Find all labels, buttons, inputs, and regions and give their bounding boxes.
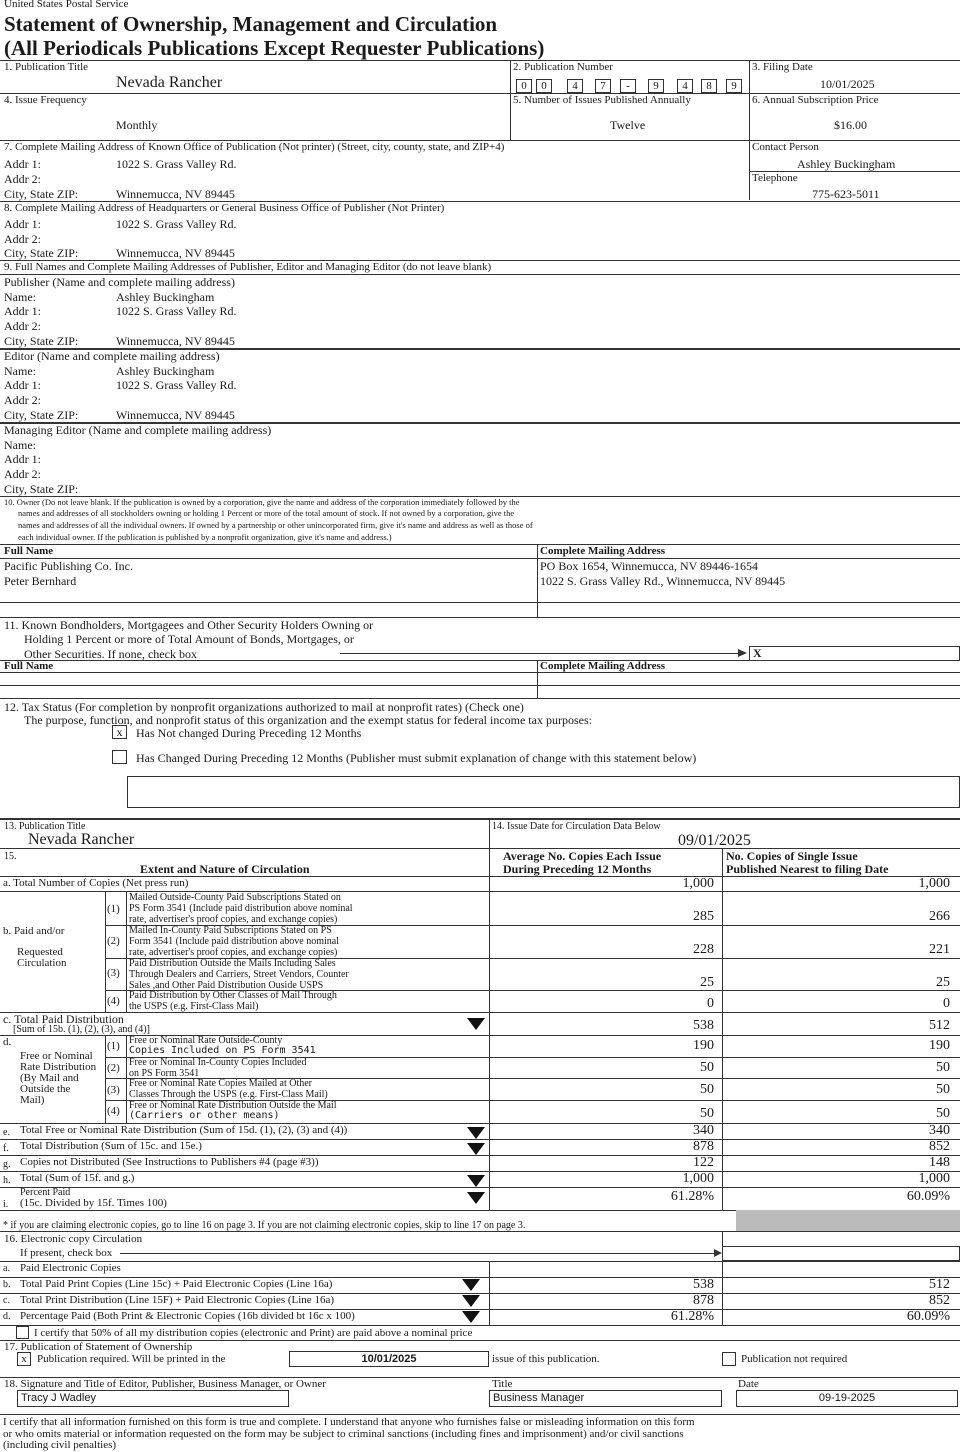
city-label: City, State ZIP: xyxy=(4,246,79,260)
city-label: City, State ZIP: xyxy=(4,482,79,496)
line-15f-single: 852 xyxy=(929,1139,950,1154)
line-15d1-text: Copies Included on PS Form 3541 xyxy=(129,1045,316,1056)
line-15h-letter: h. xyxy=(3,1175,11,1186)
no-bondholders-checkbox[interactable]: X xyxy=(749,646,960,661)
field-10-text: names and addresses of all the individual owners. If owned by a partnership or other unincorporated firm, give it's name and address as well as those of xyxy=(18,520,533,530)
pub-number-digit: - xyxy=(620,79,636,93)
publication-required-checkbox[interactable]: x xyxy=(17,1352,31,1366)
line-num: (2) xyxy=(107,935,120,947)
line-15b2-text: Form 3541 (Include paid distribution above nominal xyxy=(129,936,339,947)
line-num: (1) xyxy=(107,1040,120,1052)
addr2-label: Addr 2: xyxy=(4,319,41,333)
issue-date: 09/01/2025 xyxy=(678,832,751,849)
line-15e-single: 340 xyxy=(929,1123,950,1138)
owner-name: Peter Bernhard xyxy=(4,574,77,588)
certification-text: or who omits material or information requested on the form may be subject to criminal sanctions (including fines and imprisonment) and/or civil sanctions xyxy=(3,1428,684,1440)
line-15d-label: Free or Nominal xyxy=(20,1050,93,1062)
pub-number-digit: 4 xyxy=(567,79,583,93)
line-15d4-text: (Carriers or other means) xyxy=(129,1110,280,1121)
owner-name: Pacific Publishing Co. Inc. xyxy=(4,559,133,573)
office-city: Winnemucca, NV 89445 xyxy=(116,187,235,201)
owner-name-header: Full Name xyxy=(4,545,54,557)
line-16d-label: Percentage Paid (Both Print & Electronic Copies (16b divided bt 16c x 100) xyxy=(20,1310,355,1322)
issues-per-year: Twelve xyxy=(610,118,646,132)
pub-number-digit: 9 xyxy=(648,79,664,93)
publisher-name: Ashley Buckingham xyxy=(116,290,215,304)
field-12-label: 12. Tax Status (For completion by nonprofit organizations authorized to mail at nonprofit rates) (Check one) xyxy=(4,700,524,714)
circulation-heading: Extent and Nature of Circulation xyxy=(140,862,310,876)
editor-city: Winnemucca, NV 89445 xyxy=(116,408,235,422)
form-subtitle: (All Periodicals Publications Except Requester Publications) xyxy=(4,36,545,60)
line-15d2-text: on PS Form 3541 xyxy=(129,1068,200,1079)
line-15b4-single: 0 xyxy=(943,996,950,1011)
publisher-addr1: 1022 S. Grass Valley Rd. xyxy=(116,304,237,318)
form-title: Statement of Ownership, Management and Circulation xyxy=(4,12,498,36)
pub-number-digit: 0 xyxy=(536,79,552,93)
owner-address: PO Box 1654, Winnemucca, NV 89446-1654 xyxy=(540,559,759,573)
line-15e-letter: e. xyxy=(3,1127,10,1138)
line-16d-letter: d. xyxy=(3,1311,11,1322)
line-16d-single: 60.09% xyxy=(906,1309,950,1324)
line-num: (3) xyxy=(107,967,120,979)
line-15g-letter: g. xyxy=(3,1159,11,1170)
city-label: City, State ZIP: xyxy=(4,187,79,201)
publisher-city: Winnemucca, NV 89445 xyxy=(116,334,235,348)
line-15d2-single: 50 xyxy=(936,1060,950,1075)
single-column-header: Published Nearest to filing Date xyxy=(726,862,889,876)
field-11-label: 11. Known Bondholders, Mortgagees and Other Security Holders Owning or xyxy=(4,618,374,632)
arrow-down-icon xyxy=(467,1192,485,1204)
line-15b4-avg: 0 xyxy=(707,996,714,1011)
publication-not-required-checkbox[interactable] xyxy=(722,1352,736,1366)
arrow-down-icon xyxy=(467,1018,485,1030)
editor-label: Editor (Name and complete mailing address) xyxy=(4,349,220,363)
line-15g-avg: 122 xyxy=(693,1155,714,1170)
line-16b-label: Total Paid Print Copies (Line 15c) + Paid Electronic Copies (Line 16a) xyxy=(20,1278,333,1290)
line-15d4-avg: 50 xyxy=(700,1106,714,1121)
arrow-down-icon xyxy=(467,1175,485,1187)
line-15b3-single: 25 xyxy=(936,975,950,990)
hq-city: Winnemucca, NV 89445 xyxy=(116,246,235,260)
line-15i-letter: i. xyxy=(3,1199,9,1210)
line-15c-sum: [Sum of 15b. (1), (2), (3), and (4)] xyxy=(13,1024,150,1035)
arrow-down-icon xyxy=(467,1127,485,1139)
line-15d-label: Rate Distribution xyxy=(20,1061,97,1073)
line-15d1-single: 190 xyxy=(929,1038,950,1053)
line-15b2-text: rate, advertiser's proof copies, and exchange copies) xyxy=(129,947,338,958)
field-8-label: 8. Complete Mailing Address of Headquarters or General Business Office of Publisher (Not Printer) xyxy=(4,202,445,214)
line-15b2-single: 221 xyxy=(929,942,950,957)
addr2-label: Addr 2: xyxy=(4,393,41,407)
field-1-label: 1. Publication Title xyxy=(4,61,89,73)
line-16a-letter: a. xyxy=(3,1263,10,1274)
name-label: Name: xyxy=(4,438,36,452)
line-15b-label: Circulation xyxy=(17,957,67,969)
electronic-copies-note: * if you are claiming electronic copies, go to line 16 on page 3. If you are not claiming electronic copies, skip to line 17 on page 3. xyxy=(3,1220,526,1231)
line-16d-avg: 61.28% xyxy=(670,1309,714,1324)
telephone-label: Telephone xyxy=(752,172,798,184)
line-15b2-avg: 228 xyxy=(693,942,714,957)
addr1-label: Addr 1: xyxy=(4,378,41,392)
line-15b1-text: rate, advertiser's proof copies, and exchange copies) xyxy=(129,914,338,925)
line-15f-avg: 878 xyxy=(693,1139,714,1154)
line-num: (3) xyxy=(107,1084,120,1096)
line-num: (4) xyxy=(107,995,120,1007)
line-16c-avg: 878 xyxy=(693,1293,714,1308)
editor-name: Ashley Buckingham xyxy=(116,364,215,378)
line-15i-single: 60.09% xyxy=(906,1189,950,1204)
line-15c-label: c. Total Paid Distribution xyxy=(3,1012,124,1026)
pub-number-digit: 0 xyxy=(516,79,532,93)
tax-status-changed-checkbox[interactable] xyxy=(112,750,127,764)
pub-number-digit: 9 xyxy=(726,79,742,93)
publication-title: Nevada Rancher xyxy=(116,74,223,91)
field-15-label: 15. xyxy=(4,851,17,862)
field-10-text: names and addresses of all stockholders owning or holding 1 Percent or more of the total amount of stock. If not owned by a corporation, give the xyxy=(18,508,515,518)
line-num: (4) xyxy=(107,1105,120,1117)
line-16c-label: Total Print Distribution (Line 15F) + Paid Electronic Copies (Line 16a) xyxy=(20,1294,334,1306)
line-16a-label: Paid Electronic Copies xyxy=(20,1262,121,1274)
line-15d4-single: 50 xyxy=(936,1106,950,1121)
field-4-label: 4. Issue Frequency xyxy=(4,94,87,106)
line-15d3-avg: 50 xyxy=(700,1082,714,1097)
arrow-down-icon xyxy=(462,1311,480,1323)
line-15f-label: Total Distribution (Sum of 15c. and 15e.) xyxy=(20,1140,202,1152)
signature-date[interactable]: 09-19-2025 xyxy=(736,1390,958,1407)
line-15b3-text: Sales ,and Other Paid Distribution Ouside USPS xyxy=(129,980,324,991)
line-15d4-text: Free or Nominal Rate Distribution Outside the Mail xyxy=(129,1100,337,1111)
owner-addr-header: Complete Mailing Address xyxy=(540,545,666,557)
city-label: City, State ZIP: xyxy=(4,408,79,422)
line-15g-single: 148 xyxy=(929,1155,950,1170)
field-9-label: 9. Full Names and Complete Mailing Addresses of Publisher, Editor and Managing Editor (do not leave blank) xyxy=(4,261,492,273)
line-15d1-avg: 190 xyxy=(693,1038,714,1053)
tax-status-unchanged-label: Has Not changed During Preceding 12 Months xyxy=(136,726,362,740)
agency-name: United States Postal Service xyxy=(4,0,129,10)
circulation-publication-title: Nevada Rancher xyxy=(28,831,135,848)
line-15d2-avg: 50 xyxy=(700,1060,714,1075)
line-15c-single: 512 xyxy=(929,1018,950,1033)
issue-of-publication-label: issue of this publication. xyxy=(492,1353,600,1365)
line-16c-single: 852 xyxy=(929,1293,950,1308)
field-12-text: The purpose, function, and nonprofit status of this organization and the exempt status for federal income tax purposes: xyxy=(24,713,592,727)
field-10-label: 10. Owner (Do not leave blank. If the publication is owned by a corporation, give the name and address of the corporation immediately followed by the xyxy=(4,497,520,507)
pub-number-digit: 7 xyxy=(595,79,611,93)
line-15b1-single: 266 xyxy=(929,909,950,924)
electronic-checkbox[interactable] xyxy=(722,1246,960,1261)
line-15d3-text: Free or Nominal Rate Copies Mailed at Other xyxy=(129,1078,313,1089)
managing-editor-label: Managing Editor (Name and complete mailing address) xyxy=(4,423,272,437)
line-15e-avg: 340 xyxy=(693,1123,714,1138)
field-5-label: 5. Number of Issues Published Annually xyxy=(513,94,691,106)
line-15a-label: a. Total Number of Copies (Net press run) xyxy=(3,877,189,889)
contact-person: Ashley Buckingham xyxy=(797,157,896,171)
line-num: (2) xyxy=(107,1062,120,1074)
field-14-label: 14. Issue Date for Circulation Data Below xyxy=(492,821,661,832)
addr1-label: Addr 1: xyxy=(4,157,41,171)
certification-text: I certify that all information furnished on this form is true and complete. I understand that anyone who furnishes false or misleading information on this form xyxy=(3,1416,695,1428)
line-15h-avg: 1,000 xyxy=(682,1171,714,1186)
avg-column-header: Average No. Copies Each Issue xyxy=(503,849,662,863)
line-15b-label: Requested xyxy=(17,946,63,958)
single-column-header: No. Copies of Single Issue xyxy=(726,849,858,863)
arrow-down-icon xyxy=(462,1295,480,1307)
line-15b2-text: Mailed In-County Paid Subscriptions Stated on PS xyxy=(129,925,332,936)
addr2-label: Addr 2: xyxy=(4,232,41,246)
line-15b3-avg: 25 xyxy=(700,975,714,990)
arrow-right-icon xyxy=(738,649,747,657)
line-15b1-avg: 285 xyxy=(693,909,714,924)
electronic-present-label: If present, check box xyxy=(20,1247,113,1259)
line-16c-letter: c. xyxy=(3,1295,10,1306)
certification-text: (including civil penalties) xyxy=(3,1439,117,1451)
line-16b-letter: b. xyxy=(3,1279,11,1290)
line-15f-letter: f. xyxy=(3,1143,9,1154)
arrow-line xyxy=(120,1253,717,1254)
line-15b4-text: the USPS (e.g. First-Class Mail) xyxy=(129,1001,259,1012)
tax-status-unchanged-checkbox[interactable]: x xyxy=(112,725,127,739)
field-16-label: 16. Electronic copy Circulation xyxy=(4,1233,143,1245)
pub-number-digit: 8 xyxy=(701,79,717,93)
field-2-label: 2. Publication Number xyxy=(513,61,613,73)
line-15b4-text: Paid Distribution by Other Classes of Mail Through xyxy=(129,990,337,1001)
explanation-box[interactable] xyxy=(127,776,960,808)
office-addr1: 1022 S. Grass Valley Rd. xyxy=(116,157,237,171)
line-15b3-text: Through Dealers and Carriers, Street Vendors, Counter xyxy=(129,969,349,980)
contact-label: Contact Person xyxy=(752,141,819,153)
filing-date: 10/01/2025 xyxy=(820,77,875,91)
line-15g-label: Copies not Distributed (See Instructions to Publishers #4 (page #3)) xyxy=(20,1156,319,1168)
arrow-line xyxy=(340,653,740,654)
field-17-label: 17. Publication of Statement of Ownership xyxy=(4,1341,193,1353)
title-label: Title xyxy=(492,1378,513,1390)
field-13-label: 13. Publication Title xyxy=(4,821,86,832)
line-15d-label: Mail) xyxy=(20,1094,45,1106)
line-15i-label: (15c. Divided by 15f. Times 100) xyxy=(20,1197,167,1209)
certify-checkbox[interactable] xyxy=(16,1326,29,1339)
line-15b3-text: Paid Distribution Outside the Mails Including Sales xyxy=(129,958,336,969)
signer-title[interactable]: Business Manager xyxy=(489,1390,722,1407)
line-15d-label: Outside the xyxy=(20,1083,71,1095)
line-15i-avg: 61.28% xyxy=(670,1189,714,1204)
subscription-price: $16.00 xyxy=(834,118,867,132)
line-15d1-text: Free or Nominal Rate Outside-County xyxy=(129,1035,283,1046)
field-11-text: Other Securities. If none, check box xyxy=(24,647,197,661)
arrow-right-icon xyxy=(714,1249,722,1257)
line-15d-label: (By Mail and xyxy=(20,1072,79,1084)
bondholder-addr-header: Complete Mailing Address xyxy=(540,660,666,672)
telephone: 775-623-5011 xyxy=(812,187,880,201)
line-num: (1) xyxy=(107,903,120,915)
publication-required-label: Publication required. Will be printed in the xyxy=(37,1353,226,1365)
line-16b-avg: 538 xyxy=(693,1277,714,1292)
field-18-label: 18. Signature and Title of Editor, Publisher, Business Manager, or Owner xyxy=(4,1378,326,1390)
addr2-label: Addr 2: xyxy=(4,467,41,481)
line-16b-single: 512 xyxy=(929,1277,950,1292)
line-15b1-text: Mailed Outside-County Paid Subscriptions Stated on xyxy=(129,892,341,903)
line-15d2-text: Free or Nominal In-County Copies Included xyxy=(129,1057,307,1068)
editor-addr1: 1022 S. Grass Valley Rd. xyxy=(116,378,237,392)
name-label: Name: xyxy=(4,290,36,304)
publication-issue-date[interactable]: 10/01/2025 xyxy=(289,1351,489,1367)
arrow-down-icon xyxy=(462,1279,480,1291)
line-15i-label: Percent Paid xyxy=(20,1187,71,1198)
line-15c-avg: 538 xyxy=(693,1018,714,1033)
line-15d3-single: 50 xyxy=(936,1082,950,1097)
line-15e-label: Total Free or Nominal Rate Distribution (Sum of 15d. (1), (2), (3) and (4)) xyxy=(20,1124,348,1136)
line-15a-single: 1,000 xyxy=(918,876,950,891)
arrow-down-icon xyxy=(467,1143,485,1155)
signature-name[interactable]: Tracy J Wadley xyxy=(17,1390,289,1407)
date-label: Date xyxy=(738,1378,759,1390)
field-7-label: 7. Complete Mailing Address of Known Office of Publication (Not printer) (Street, city, county, state, and ZIP+4) xyxy=(4,141,505,153)
publication-not-required-label: Publication not required xyxy=(741,1353,848,1365)
certify-text: I certify that 50% of all my distribution copies (electronic and Print) are paid above a nominal price xyxy=(34,1327,473,1339)
avg-column-header: During Preceding 12 Months xyxy=(503,862,652,876)
line-15h-label: Total (Sum of 15f. and g.) xyxy=(20,1172,135,1184)
hq-addr1: 1022 S. Grass Valley Rd. xyxy=(116,217,237,231)
addr1-label: Addr 1: xyxy=(4,217,41,231)
shaded-area xyxy=(736,1210,960,1231)
city-label: City, State ZIP: xyxy=(4,334,79,348)
line-15h-single: 1,000 xyxy=(918,1171,950,1186)
field-11-text: Holding 1 Percent or more of Total Amount of Bonds, Mortgages, or xyxy=(24,632,354,646)
line-15d3-text: Classes Through the USPS (e.g. First-Class Mail) xyxy=(129,1089,328,1100)
field-10-text: each individual owner. If the publication is published by a nonprofit organization, give it's name and address.) xyxy=(18,532,392,542)
addr1-label: Addr 1: xyxy=(4,452,41,466)
pub-number-digit: 4 xyxy=(677,79,693,93)
name-label: Name: xyxy=(4,364,36,378)
tax-status-changed-label: Has Changed During Preceding 12 Months (Publisher must submit explanation of change with this statement below) xyxy=(136,751,697,765)
field-3-label: 3. Filing Date xyxy=(752,61,813,73)
line-15b-label: b. Paid and/or xyxy=(3,925,65,937)
line-15d-letter: d. xyxy=(3,1036,12,1048)
issue-frequency: Monthly xyxy=(116,118,158,132)
publisher-label: Publisher (Name and complete mailing address) xyxy=(4,275,235,289)
line-15b1-text: PS Form 3541 (Include paid distribution above nominal xyxy=(129,903,353,914)
line-15a-avg: 1,000 xyxy=(682,876,714,891)
field-6-label: 6. Annual Subscription Price xyxy=(752,94,879,106)
addr2-label: Addr 2: xyxy=(4,172,41,186)
bondholder-name-header: Full Name xyxy=(4,660,54,672)
addr1-label: Addr 1: xyxy=(4,304,41,318)
owner-address: 1022 S. Grass Valley Rd., Winnemucca, NV 89445 xyxy=(540,574,786,588)
